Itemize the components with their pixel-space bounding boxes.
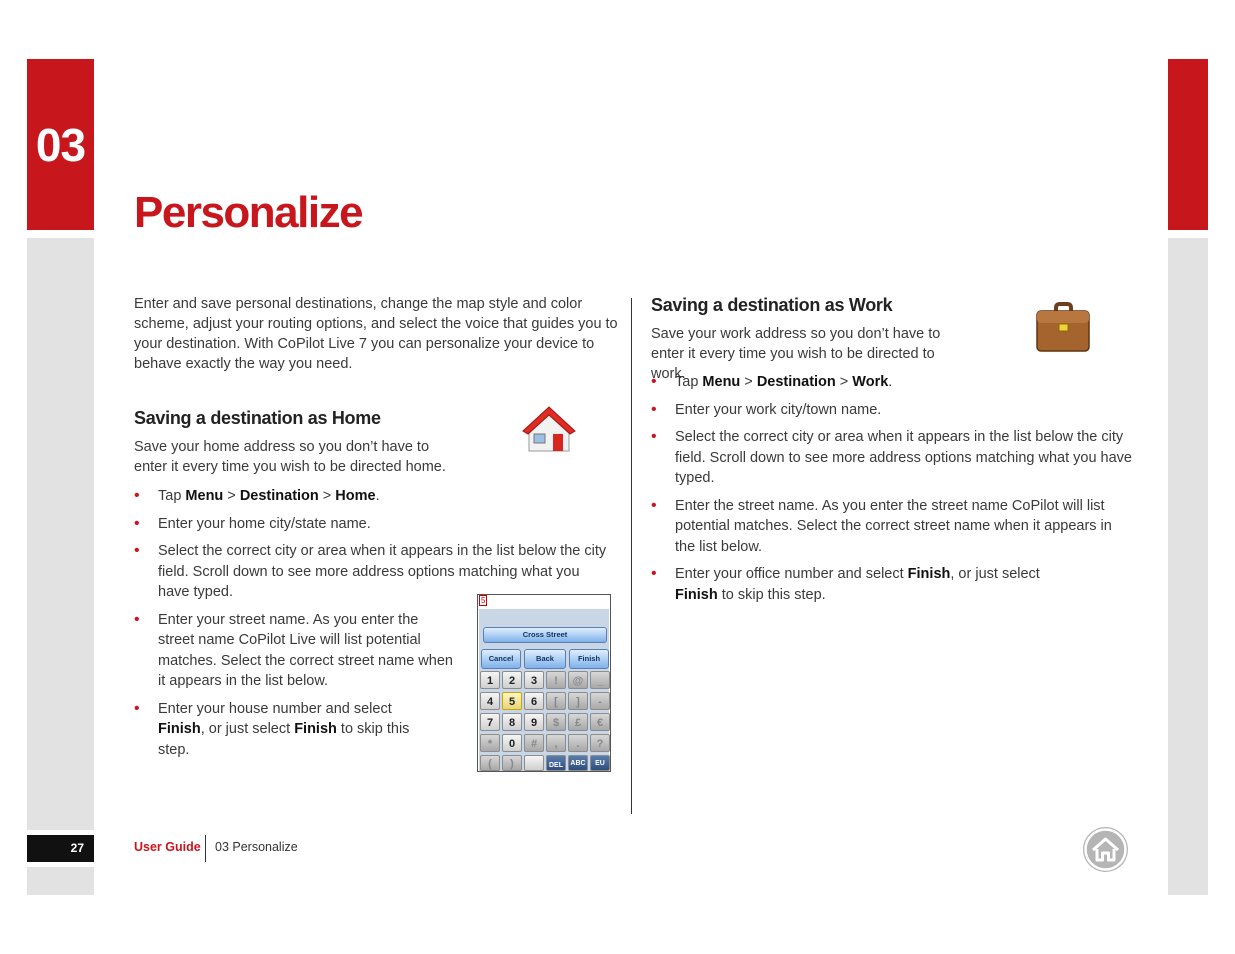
intro-paragraph: Enter and save personal destinations, change the map style and color scheme, adjust your routing options, and select the voice that guides you to your destination. With CoPilot Live 7 you can personalize your device to behave exactly the way you need. (134, 296, 618, 372)
right-red-bar (1168, 59, 1208, 230)
key-pound[interactable]: £ (568, 713, 588, 731)
key-6[interactable]: 6 (524, 692, 544, 710)
key-2[interactable]: 2 (502, 671, 522, 689)
key-lparen[interactable]: ( (480, 755, 500, 771)
cross-street-button[interactable]: Cross Street (483, 627, 607, 643)
user-guide-link[interactable]: User Guide (134, 840, 201, 854)
work-step-2: • Enter your work city/town name. (651, 400, 1136, 421)
key-exclaim[interactable]: ! (546, 671, 566, 689)
work-step-5: • Enter your office number and select Finish, or just select Finish to skip this step. (651, 564, 1065, 605)
work-step-1: • Tap Menu > Destination > Work. (651, 372, 1136, 393)
keypad-screenshot (477, 594, 611, 772)
key-delete[interactable]: DEL (546, 755, 566, 771)
keypad-entry: 5 (481, 596, 486, 605)
home-step-3: • Select the correct city or area when it appears in the list below the city field. Scroll down to see more address options matching what you have typed. (134, 541, 614, 603)
home-icon (1083, 827, 1128, 872)
home-lead: Save your home address so you don’t have to enter it every time you wish to be directed home. (134, 439, 446, 475)
key-period[interactable]: . (568, 734, 588, 752)
key-question[interactable]: ? (590, 734, 610, 752)
home-step-1: • Tap Menu > Destination > Home. (134, 486, 614, 507)
key-space[interactable] (524, 755, 544, 771)
key-dash[interactable]: - (590, 692, 610, 710)
home-button[interactable] (1083, 827, 1128, 872)
home-step-5: • Enter your house number and select Finish, or just select Finish to skip this step. (134, 699, 423, 761)
key-euro[interactable]: € (590, 713, 610, 731)
home-heading: Saving a destination as Home (134, 408, 381, 428)
footer-section-title: 03 Personalize (215, 840, 298, 854)
key-eu[interactable]: EU (590, 755, 610, 771)
key-3[interactable]: 3 (524, 671, 544, 689)
left-sidebar-bottom (27, 867, 94, 895)
key-8[interactable]: 8 (502, 713, 522, 731)
back-button[interactable]: Back (524, 649, 566, 669)
key-hash[interactable]: # (524, 734, 544, 752)
briefcase-icon (1033, 298, 1093, 356)
work-step-4: • Enter the street name. As you enter the street name CoPilot will list potential matches. Select the correct street name when it appears in the list below. (651, 496, 1136, 558)
key-7[interactable]: 7 (480, 713, 500, 731)
work-step-3: • Select the correct city or area when it appears in the list below the city field. Scroll down to see more address options matching what you have typed. (651, 427, 1136, 489)
key-9[interactable]: 9 (524, 713, 544, 731)
finish-button[interactable]: Finish (569, 649, 609, 669)
right-sidebar (1168, 238, 1208, 895)
key-4[interactable]: 4 (480, 692, 500, 710)
page-title: Personalize (134, 188, 363, 237)
page-number: 27 (27, 835, 94, 862)
key-rparen[interactable]: ) (502, 755, 522, 771)
work-lead: Save your work address so you don’t have to enter it every time you wish to be directed to work. (651, 326, 941, 382)
key-comma[interactable]: , (546, 734, 566, 752)
key-lbracket[interactable]: [ (546, 692, 566, 710)
key-0[interactable]: 0 (502, 734, 522, 752)
key-1[interactable]: 1 (480, 671, 500, 689)
key-5[interactable]: 5 (502, 692, 522, 710)
key-abc[interactable]: ABC (568, 755, 588, 771)
key-at[interactable]: @ (568, 671, 588, 689)
keypad-body (479, 609, 609, 771)
home-step-4: • Enter your street name. As you enter the street name CoPilot Live will list potential matches. Select the correct street name when it appears in the list below. (134, 610, 458, 692)
column-divider (631, 298, 632, 814)
chapter-number: 03 (35, 119, 86, 171)
footer-separator (205, 835, 206, 862)
key-dollar[interactable]: $ (546, 713, 566, 731)
key-underscore[interactable]: _ (590, 671, 610, 689)
work-heading: Saving a destination as Work (651, 295, 893, 315)
work-steps (651, 372, 1136, 612)
cancel-button[interactable]: Cancel (481, 649, 521, 669)
key-rbracket[interactable]: ] (568, 692, 588, 710)
key-star[interactable]: * (480, 734, 500, 752)
home-step-2: • Enter your home city/state name. (134, 514, 614, 535)
left-sidebar (27, 238, 94, 830)
house-icon (519, 404, 579, 456)
